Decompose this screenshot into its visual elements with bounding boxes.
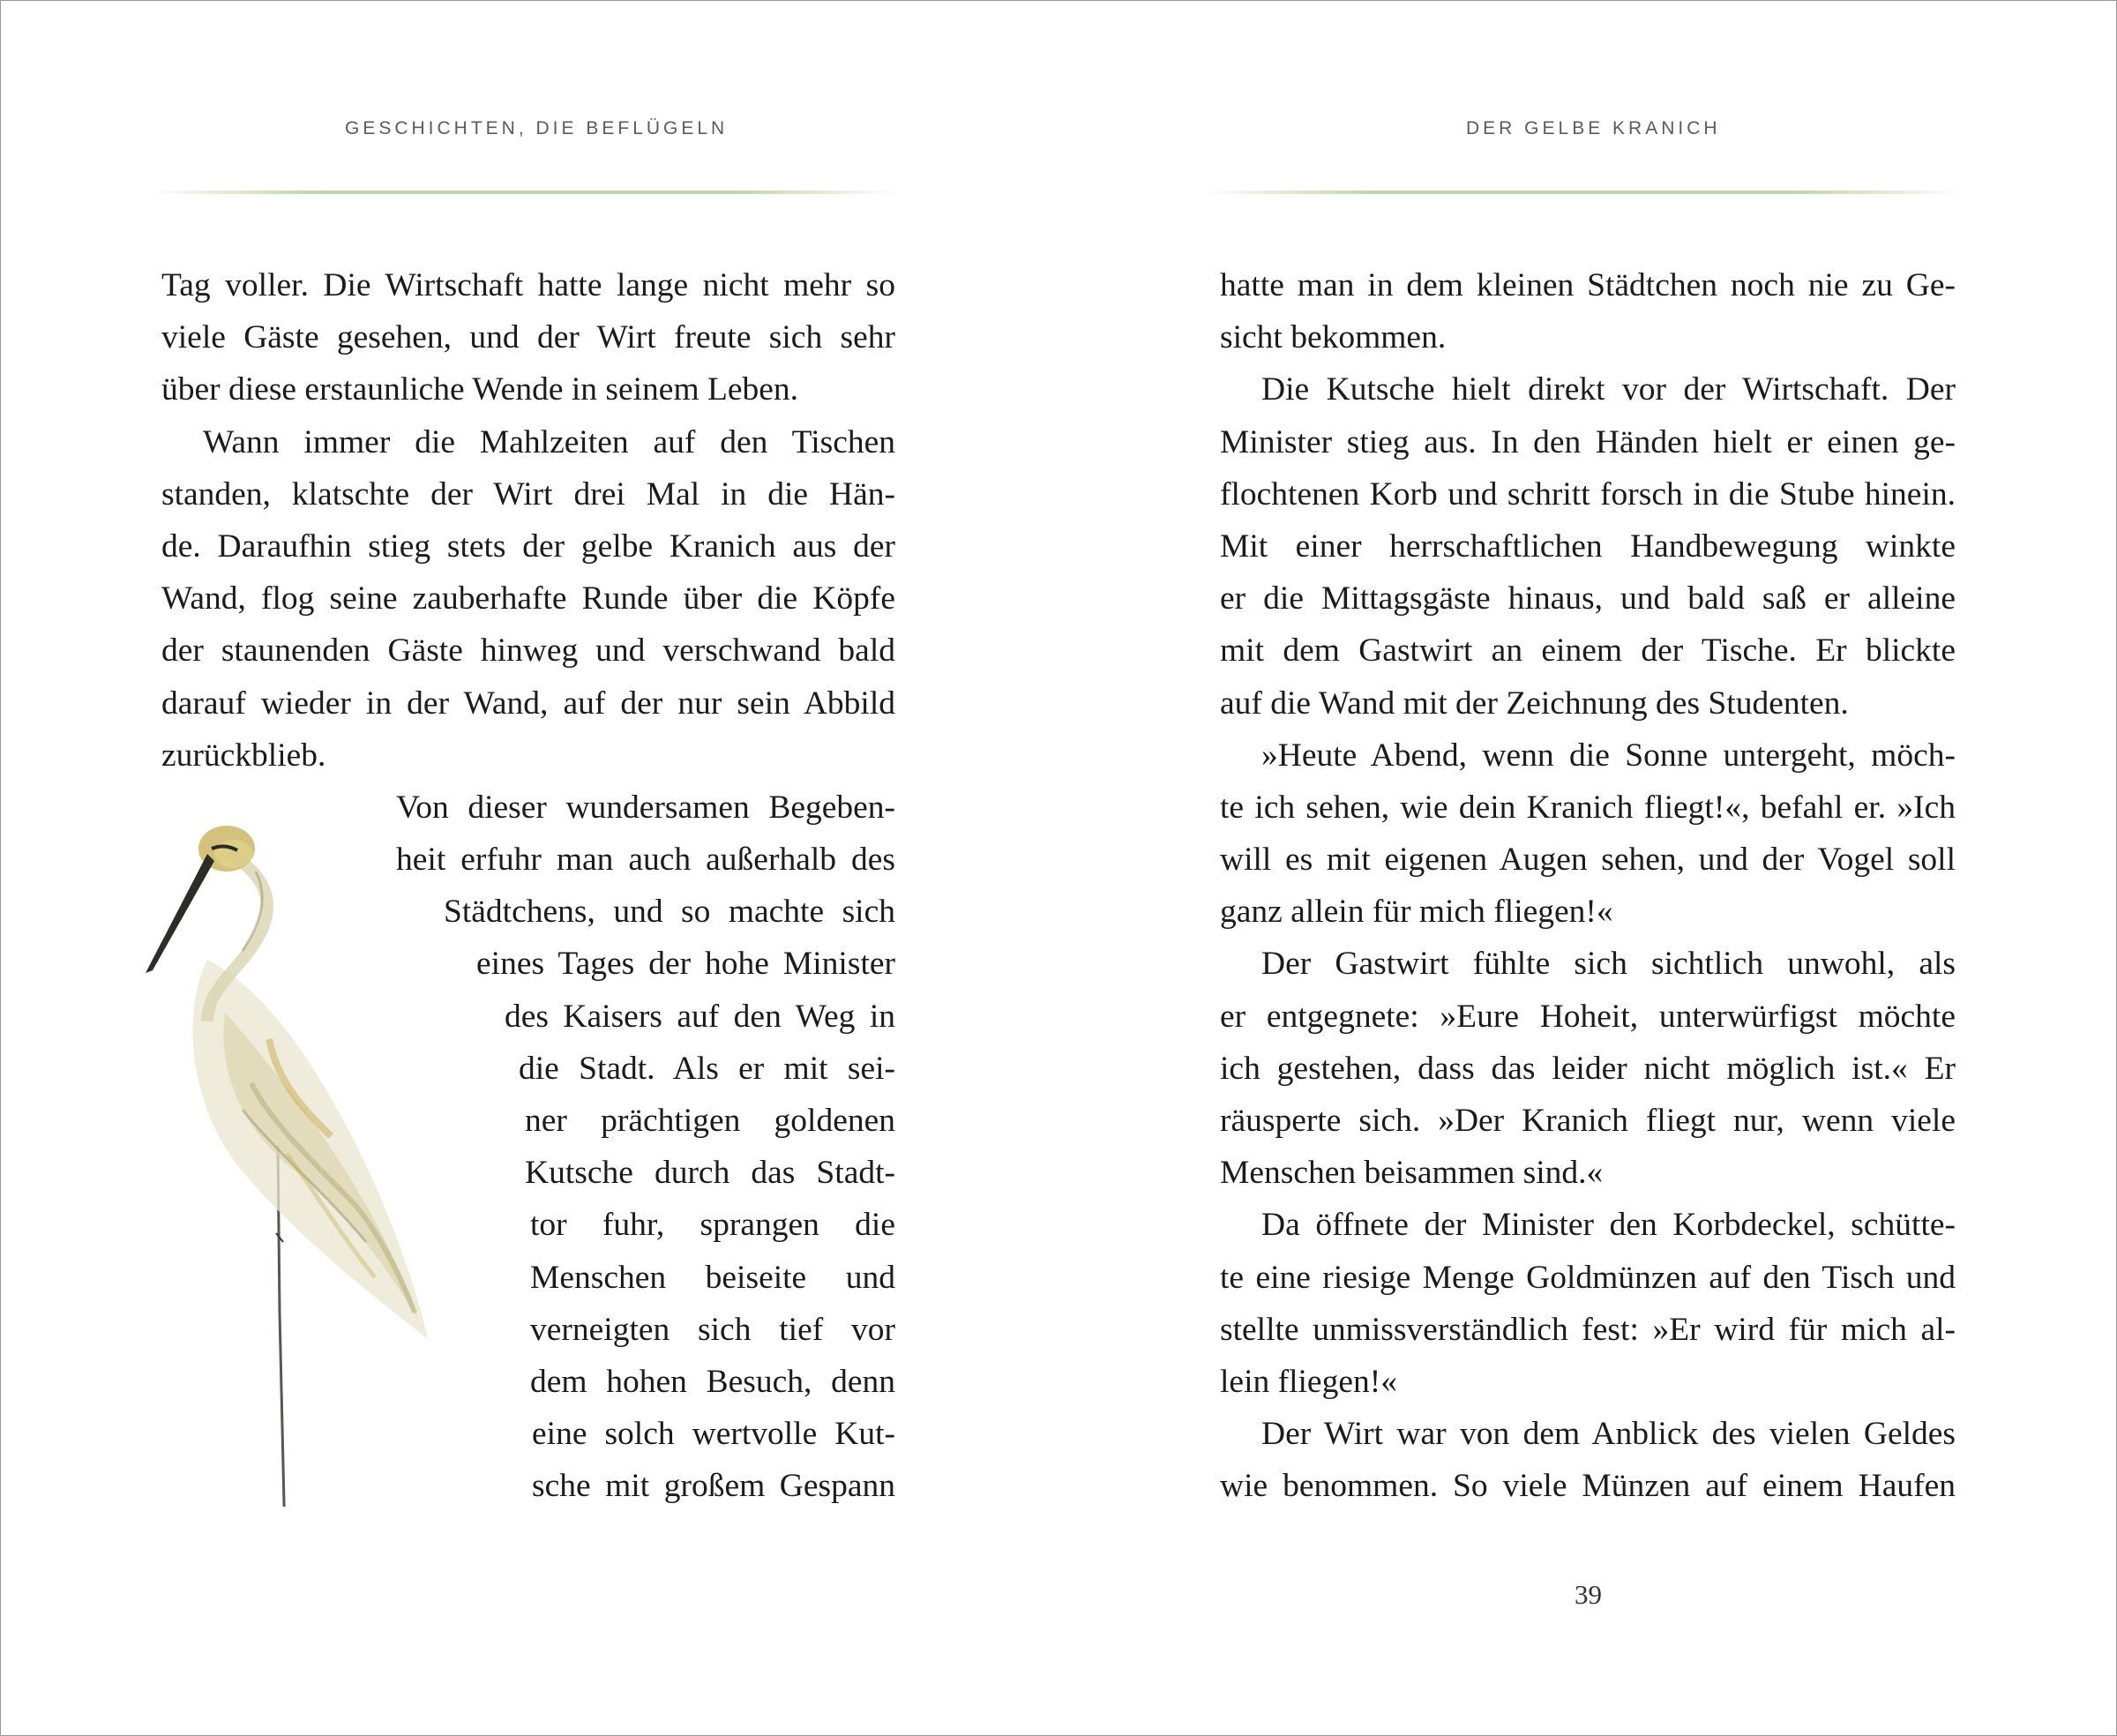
text-line: er entgegnete: »Eure Hoheit, unterwürfigst möchte bbox=[1220, 998, 1956, 1035]
text-line: mit dem Gastwirt an einem der Tische. Er blickte bbox=[1220, 632, 1956, 670]
text-line: Die Kutsche hielt direkt vor der Wirtschaft. Der bbox=[1261, 371, 1956, 408]
text-line: sicht bekommen. bbox=[1220, 319, 1447, 356]
text-line: Minister stieg aus. In den Händen hielt er einen ge- bbox=[1220, 423, 1956, 460]
text-line: sche mit großem Gespann bbox=[532, 1468, 895, 1505]
text-line: verneigten sich tief vor bbox=[530, 1311, 895, 1348]
text-line: er die Mittagsgäste hinaus, und bald saß er alleine bbox=[1220, 580, 1956, 617]
text-line: Städtchens, und so machte sich bbox=[444, 894, 895, 931]
text-line: auf die Wand mit der Zeichnung des Studenten. bbox=[1220, 685, 1849, 722]
running-head-left: GESCHICHTEN, DIE BEFLÜGELN bbox=[345, 118, 729, 138]
text-line: Menschen beisammen sind.« bbox=[1220, 1155, 1604, 1192]
text-line: wie benommen. So viele Münzen auf einem Haufen bbox=[1220, 1468, 1956, 1505]
text-line: der staunenden Gäste hinweg und verschwand bald bbox=[161, 632, 895, 670]
text-line: des Kaisers auf den Weg in bbox=[505, 998, 895, 1035]
text-line: Da öffnete der Minister den Korbdeckel, schütte- bbox=[1261, 1207, 1956, 1244]
header-rule-left bbox=[150, 191, 900, 194]
text-line: tor fuhr, sprangen die bbox=[530, 1207, 895, 1244]
left-page bbox=[0, 0, 1058, 1736]
text-line: heit erfuhr man auch außerhalb des bbox=[396, 842, 895, 879]
text-line: lein fliegen!« bbox=[1220, 1363, 1397, 1400]
text-line: über diese erstaunliche Wende in seinem Leben. bbox=[161, 371, 799, 408]
text-line: räusperte sich. »Der Kranich fliegt nur, wenn viele bbox=[1220, 1103, 1956, 1139]
text-line: zurückblieb. bbox=[161, 737, 326, 774]
right-page bbox=[1058, 0, 2117, 1736]
text-line: darauf wieder in der Wand, auf der nur sein Abbild bbox=[161, 685, 895, 722]
text-line: Mit einer herrschaftlichen Handbewegung winkte bbox=[1220, 528, 1956, 565]
text-line: flochtenen Korb und schritt forsch in die Stube hinein. bbox=[1220, 475, 1956, 513]
text-line: ich gestehen, dass das leider nicht möglich ist.« Er bbox=[1220, 1050, 1956, 1087]
text-line: Kutsche durch das Stadt- bbox=[525, 1155, 895, 1192]
text-line: hatte man in dem kleinen Städtchen noch nie zu Ge- bbox=[1220, 267, 1956, 303]
page-number: 39 bbox=[1575, 1579, 1602, 1610]
text-line: Tag voller. Die Wirtschaft hatte lange nicht mehr so bbox=[161, 267, 895, 303]
text-line: eine solch wertvolle Kut- bbox=[532, 1416, 895, 1453]
text-line: viele Gäste gesehen, und der Wirt freute sich sehr bbox=[161, 319, 895, 356]
text-line: Wand, flog seine zauberhafte Runde über die Köpfe bbox=[161, 580, 895, 617]
left-body-text bbox=[161, 259, 895, 1513]
text-line: Der Wirt war von dem Anblick des vielen Geldes bbox=[1261, 1416, 1956, 1453]
text-line: ganz allein für mich fliegen!« bbox=[1220, 894, 1613, 931]
header-rule-right bbox=[1204, 191, 1963, 194]
right-body-text bbox=[1220, 259, 1956, 1513]
running-head-right: DER GELBE KRANICH bbox=[1466, 118, 1721, 138]
text-line: ner prächtigen goldenen bbox=[525, 1103, 895, 1139]
text-line: Menschen beiseite und bbox=[530, 1259, 895, 1296]
text-line: Von dieser wundersamen Begeben- bbox=[396, 789, 895, 826]
text-line: te eine riesige Menge Goldmünzen auf den Tisch und bbox=[1220, 1259, 1956, 1296]
text-line: will es mit eigenen Augen sehen, und der Vogel soll bbox=[1220, 842, 1956, 879]
text-line: Wann immer die Mahlzeiten auf den Tischen bbox=[203, 423, 895, 460]
text-line: »Heute Abend, wenn die Sonne untergeht, möch- bbox=[1261, 737, 1956, 774]
text-line: eines Tages der hohe Minister bbox=[476, 946, 895, 983]
text-line: stellte unmissverständlich fest: »Er wird für mich al- bbox=[1220, 1311, 1956, 1348]
text-line: de. Daraufhin stieg stets der gelbe Kranich aus der bbox=[161, 528, 895, 565]
text-line: dem hohen Besuch, denn bbox=[530, 1363, 895, 1400]
text-line: die Stadt. Als er mit sei- bbox=[519, 1050, 895, 1087]
text-line: te ich sehen, wie dein Kranich fliegt!«, befahl er. »Ich bbox=[1220, 789, 1956, 826]
text-line: Der Gastwirt fühlte sich sichtlich unwohl, als bbox=[1261, 946, 1956, 983]
text-line: standen, klatschte der Wirt drei Mal in die Hän- bbox=[161, 475, 895, 513]
